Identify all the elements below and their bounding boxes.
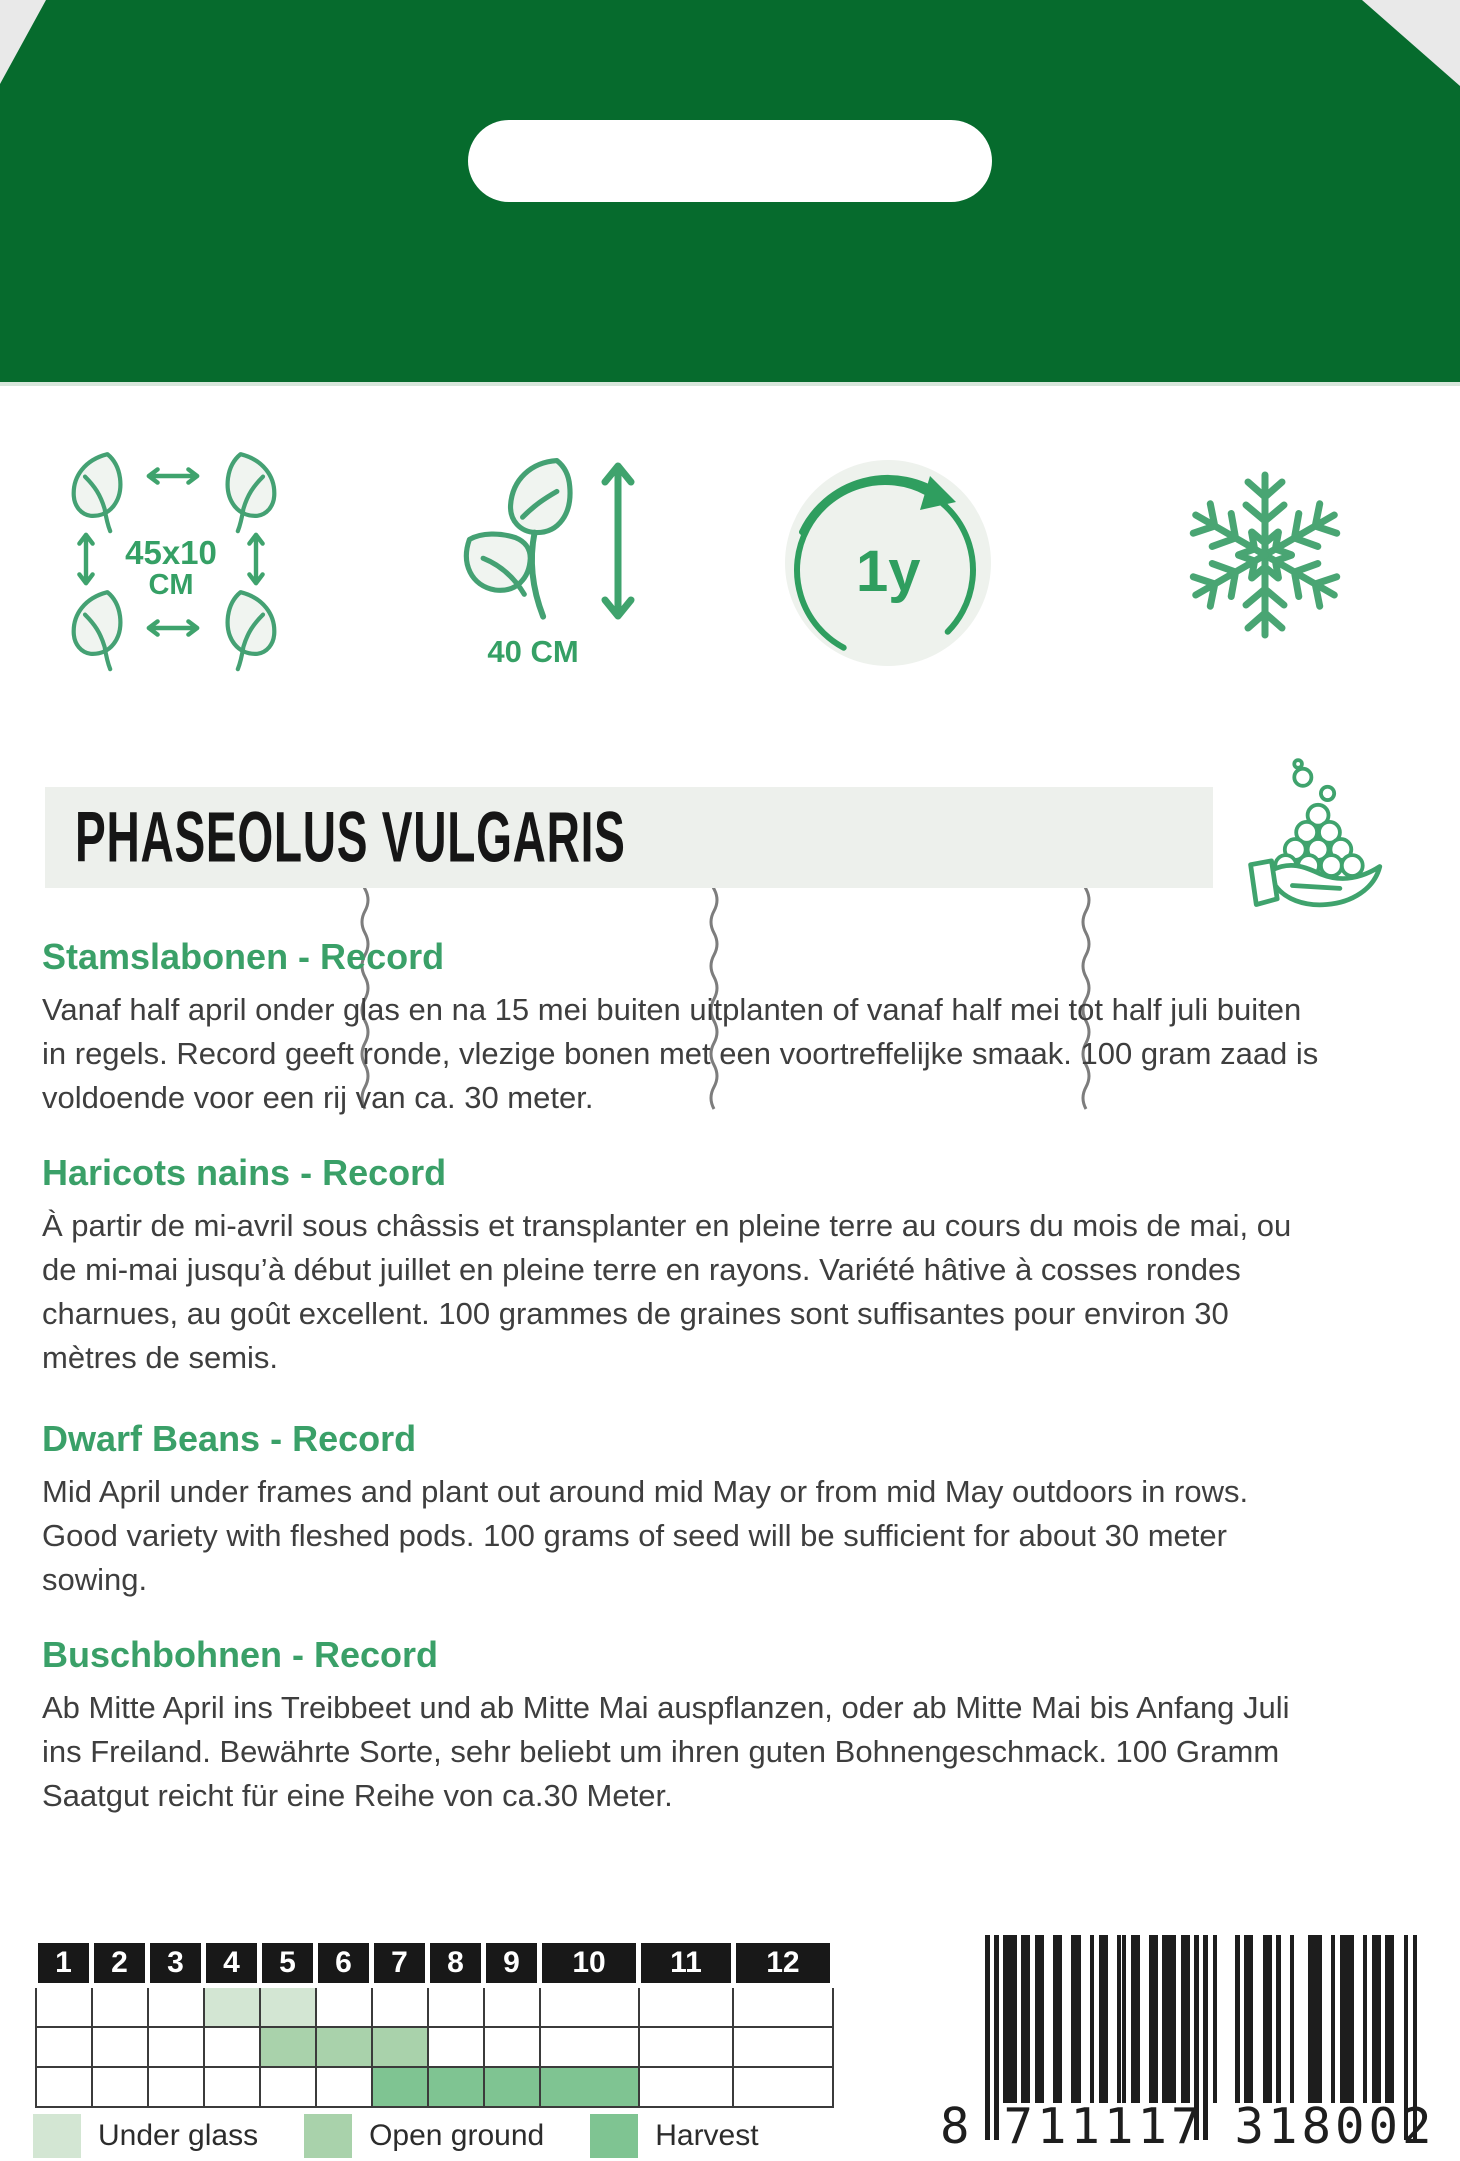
barcode-bar: [1235, 1935, 1240, 2103]
calendar-month-header: 11: [639, 1941, 734, 1986]
calendar-cell: [372, 1986, 428, 2028]
barcode-digits: [940, 2098, 1436, 2155]
calendar-cell: [733, 1986, 832, 2028]
barcode-bar: [1363, 1935, 1368, 2103]
calendar-month-header: 6: [316, 1941, 372, 1986]
barcode-bar: [1026, 1935, 1031, 2103]
barcode-bar: [1213, 1935, 1218, 2103]
legend-label: Open ground: [369, 2119, 545, 2152]
barcode-bar: [1267, 1935, 1272, 2103]
spacing-unit: CM: [148, 569, 194, 601]
calendar-cell: [733, 2027, 832, 2067]
life-cycle-icon: [770, 440, 1010, 680]
calendar-month-header: 2: [92, 1941, 148, 1986]
barcode-bar: [1290, 1935, 1295, 2103]
legend-label: Harvest: [655, 2119, 759, 2152]
legend-item: [33, 2114, 258, 2158]
calendar-cell: [484, 1986, 540, 2028]
section-french: [42, 1152, 1322, 1380]
hang-hole: [468, 120, 992, 202]
calendar-cell: [316, 1986, 372, 2028]
legend-swatch: [590, 2114, 638, 2158]
calendar-cell: [733, 2067, 832, 2107]
calendar-month-header: 8: [428, 1941, 484, 1986]
title-banner: [45, 787, 1213, 888]
calendar-cell: [484, 2027, 540, 2067]
leaf-icon: [64, 588, 134, 672]
legend-swatch: [33, 2114, 81, 2158]
culture-icons-row: [0, 420, 1460, 710]
calendar-cell: [428, 1986, 484, 2028]
calendar-cell: [428, 2027, 484, 2067]
section-english: [42, 1418, 1322, 1602]
height-value: 40 CM: [487, 634, 579, 669]
section-heading: Stamslabonen - Record: [42, 936, 445, 977]
calendar-month-header: 3: [148, 1941, 204, 1986]
calendar-cell: [540, 1986, 639, 2028]
barcode-bar: [1012, 1935, 1017, 2103]
calendar-cell: [639, 1986, 734, 2028]
calendar-row: [36, 2067, 833, 2107]
calendar-cell: [639, 2067, 734, 2107]
calendar-cell: [540, 2067, 639, 2107]
cycle-value: 1y: [856, 539, 921, 604]
leaf-icon: [214, 588, 284, 672]
calendar-cell: [372, 2027, 428, 2067]
barcode-bar: [1172, 1935, 1177, 2103]
hand-with-seeds-icon: [1243, 758, 1395, 920]
section-heading: Haricots nains - Record: [42, 1152, 447, 1193]
vertical-arrow-icon: [240, 526, 272, 592]
barcode-bar: [1135, 1935, 1140, 2103]
barcode-bar: [1185, 1935, 1190, 2103]
section-heading: Dwarf Beans - Record: [42, 1418, 417, 1459]
calendar-month-header: 9: [484, 1941, 540, 1986]
calendar-row: [36, 1986, 833, 2028]
calendar-cell: [204, 2027, 260, 2067]
calendar-cell: [204, 2067, 260, 2107]
calendar-cell: [36, 2067, 92, 2107]
barcode-bar: [1276, 1935, 1281, 2103]
calendar-cell: [92, 2027, 148, 2067]
calendar-cell: [148, 2067, 204, 2107]
section-german: [42, 1634, 1322, 1818]
calendar-cell: [92, 1986, 148, 2028]
section-heading: Buschbohnen - Record: [42, 1634, 439, 1675]
calendar-month-header: 10: [540, 1941, 639, 1986]
barcode-bar: [1317, 1935, 1322, 2103]
barcode-bar: [1331, 1935, 1336, 2103]
calendar-cell: [92, 2067, 148, 2107]
calendar-cell: [639, 2027, 734, 2067]
calendar-cell: [316, 2027, 372, 2067]
calendar-month-header: 4: [204, 1941, 260, 1986]
calendar-cell: [204, 1986, 260, 2028]
legend-item: [590, 2114, 758, 2158]
seedling-icon: [445, 452, 595, 632]
section-body: Vanaf half april onder glas en na 15 mei buiten uitplanten of vanaf half mei tot half juli buiten in regels. Record geeft ronde, vlezige bonen met een voortreffelijke smaak. 100 gram zaad is voldoende voor een rij van ca. 30 meter.: [42, 992, 1319, 1115]
barcode-group2: 318002: [1234, 2098, 1436, 2155]
legend-label: Under glass: [98, 2119, 259, 2152]
section-body: Mid April under frames and plant out around mid May or from mid May outdoors in rows. Good variety with fleshed pods. 100 grams of seed will be sufficient for about 30 meter sowing.: [42, 1474, 1249, 1597]
barcode-left-digit: 8: [940, 2098, 970, 2155]
legend-swatch: [304, 2114, 352, 2158]
calendar-cell: [260, 2067, 316, 2107]
barcode-bar: [1153, 1935, 1158, 2103]
spacing-value: 45x10: [125, 534, 217, 571]
calendar-cell: [148, 2027, 204, 2067]
latin-name-title: PHASEOLUS VULGARIS: [75, 796, 626, 878]
legend-item: [304, 2114, 544, 2158]
calendar-cell: [36, 1986, 92, 2028]
barcode-bar: [1122, 1935, 1127, 2103]
sowing-calendar-table: [33, 1938, 835, 2108]
calendar-cell: [372, 2067, 428, 2107]
header-accent-strip: [0, 382, 1460, 386]
barcode-group1: 711117: [1003, 2098, 1205, 2155]
section-dutch: [42, 936, 1322, 1120]
barcode-bar: [1249, 1935, 1254, 2103]
leaf-icon: [214, 450, 284, 534]
section-body: À partir de mi-avril sous châssis et transplanter en pleine terre au cours du mois de mai, ou de mi-mai jusqu’à début juillet en pleine terre en rayons. Variété hâtive à cosses rondes charnues, au goût excellent. 100 grammes de graines sont suffisantes pour environ 30 mètres de semis.: [42, 1208, 1292, 1375]
calendar-cell: [428, 2067, 484, 2107]
calendar-cell: [148, 1986, 204, 2028]
calendar-cell: [260, 2027, 316, 2067]
horizontal-arrow-icon: [140, 460, 206, 492]
calendar-cell: [316, 2067, 372, 2107]
horizontal-arrow-icon: [140, 612, 206, 644]
leaf-icon: [64, 450, 134, 534]
plant-height-icon: [420, 430, 680, 710]
calendar-month-header: 5: [260, 1941, 316, 1986]
barcode-bar: [1349, 1935, 1354, 2103]
barcode-bar: [1090, 1935, 1095, 2103]
plant-spacing-icon: [40, 430, 340, 710]
calendar-cell: [484, 2067, 540, 2107]
section-body: Ab Mitte April ins Treibbeet und ab Mitte Mai auspflanzen, oder ab Mitte Mai bis Anfang Juli ins Freiland. Bewährte Sorte, sehr beliebt um ihren guten Bohnengeschmack. 100 Gramm Saatgut reicht für eine Reihe von ca.30 Meter.: [42, 1690, 1290, 1813]
barcode-bar: [1040, 1935, 1045, 2103]
barcode-bar: [1390, 1935, 1395, 2103]
barcode-bar: [1376, 1935, 1381, 2103]
calendar-month-header: 7: [372, 1941, 428, 1986]
calendar-cell: [36, 2027, 92, 2067]
header-zone: [0, 0, 1460, 382]
calendar-month-header: 1: [36, 1941, 92, 1986]
barcode-bar: [1103, 1935, 1108, 2103]
calendar-month-header: 12: [733, 1941, 832, 1986]
snowflake-icon: [1165, 455, 1365, 655]
height-arrow-icon: [598, 452, 638, 630]
calendar-legend: [33, 2112, 805, 2160]
calendar-cell: [260, 1986, 316, 2028]
calendar-cell: [540, 2027, 639, 2067]
calendar-row: [36, 2027, 833, 2067]
barcode-bar: [1076, 1935, 1081, 2103]
barcode-bar: [1058, 1935, 1063, 2103]
frost-hardiness-icon: [1165, 455, 1375, 665]
